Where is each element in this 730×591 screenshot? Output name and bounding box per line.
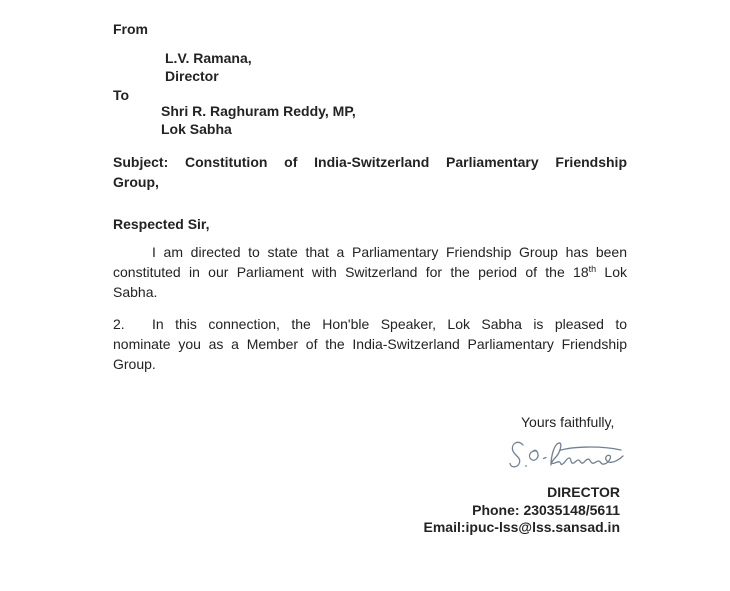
recipient-name: Shri R. Raghuram Reddy, MP,: [161, 103, 356, 119]
subject-line-1: Subject: Constitution of India-Switzerland Parliamentary Friendship: [113, 154, 627, 170]
signatory-title: DIRECTOR: [547, 484, 620, 500]
closing-salutation: Yours faithfully,: [521, 414, 615, 430]
sender-block: [165, 50, 252, 85]
para2-line1-text: In this connection, the Hon'ble Speaker, Lok Sabha is pleased to: [152, 316, 627, 332]
paragraph-2: [113, 314, 627, 374]
para1-line2-text: constituted in our Parliament with Switzerland for the period of the 18: [113, 264, 589, 280]
from-label: From: [113, 21, 148, 37]
para1-line1: I am directed to state that a Parliamentary Friendship Group has been: [152, 244, 627, 260]
recipient-block: [161, 103, 356, 138]
subject-line-2: Group,: [113, 174, 159, 190]
sender-name: L.V. Ramana,: [165, 50, 252, 66]
para2-line2: nominate you as a Member of the India-Switzerland Parliamentary Friendship: [113, 336, 627, 352]
para1-line2-tail: Lok: [596, 264, 628, 280]
salutation: Respected Sir,: [113, 216, 210, 232]
signatory-email: Email:ipuc-lss@lss.sansad.in: [423, 519, 620, 535]
signature-image: [508, 436, 628, 482]
paragraph-1: [113, 242, 627, 302]
to-label: To: [113, 87, 130, 103]
subject-block: [113, 152, 627, 192]
signatory-block: [424, 484, 621, 537]
signatory-phone: Phone: 23035148/5611: [472, 501, 620, 518]
para1-line2: [113, 262, 627, 282]
recipient-org: Lok Sabha: [161, 120, 232, 137]
para1-line3: Sabha.: [113, 284, 158, 300]
para2-line3: Group.: [113, 356, 156, 372]
ordinal-superscript: th: [588, 264, 597, 274]
para2-line1: [113, 314, 627, 334]
paragraph-number: 2.: [113, 316, 125, 332]
sender-title: Director: [165, 67, 219, 84]
